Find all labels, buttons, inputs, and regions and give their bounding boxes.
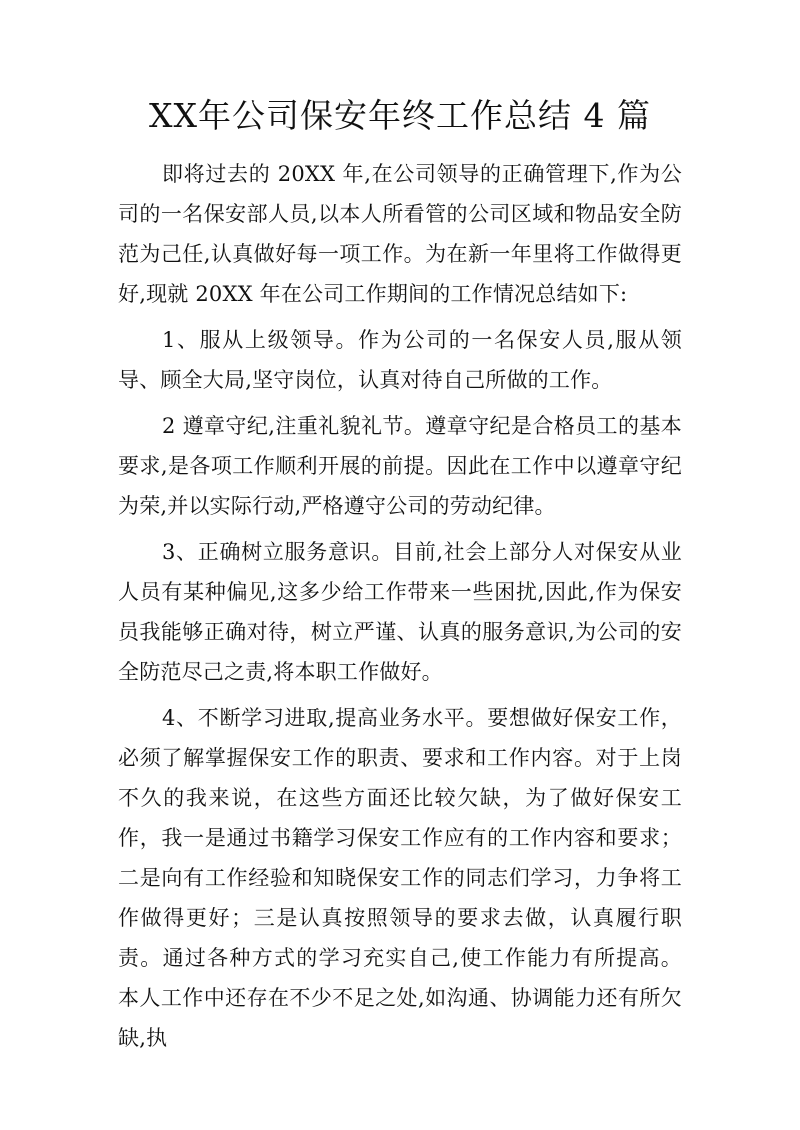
paragraph-item-3: 3、正确树立服务意识。目前,社会上部分人对保安从业人员有某种偏见,这多少给工作带来一些困扰,因此,作为保安员我能够正确对待，树立严谨、认真的服务意识,为公司的安全防范尽己之责,将本职工作做好。 [118, 540, 682, 684]
document-body [118, 154, 682, 1064]
paragraph-item-4: 4、不断学习进取,提高业务水平。要想做好保安工作，必须了解掌握保安工作的职责、要求和工作内容。对于上岗不久的我来说，在这些方面还比较欠缺，为了做好保安工作，我一是通过书籍学习保安工作应有的工作内容和要求；二是向有工作经验和知晓保安工作的同志们学习，力争将工作做得更好；三是认真按照领导的要求去做，认真履行职责。通过各种方式的学习充实自己,使工作能力有所提高。 本人工作中还存在不少不足之处,如沟通、协调能力还有所欠缺,执 [118, 706, 682, 1050]
paragraph-item-1: 1、服从上级领导。作为公司的一名保安人员,服从领导、顾全大局,坚守岗位，认真对待自己所做的工作。 [118, 328, 682, 392]
document-title: XX年公司保安年终工作总结 4 篇 [149, 96, 651, 135]
paragraph-intro: 即将过去的 20XX 年,在公司领导的正确管理下,作为公司的一名保安部人员,以本人所看管的公司区域和物品安全防范为己任,认真做好每一项工作。为在新一年里将工作做得更好,现就 20XX 年在公司工作期间的工作情况总结如下: [118, 162, 682, 306]
paragraph-item-2: 2 遵章守纪,注重礼貌礼节。遵章守纪是合格员工的基本要求,是各项工作顺利开展的前提。因此在工作中以遵章守纪为荣,并以实际行动,严格遵守公司的劳动纪律。 [118, 414, 682, 518]
